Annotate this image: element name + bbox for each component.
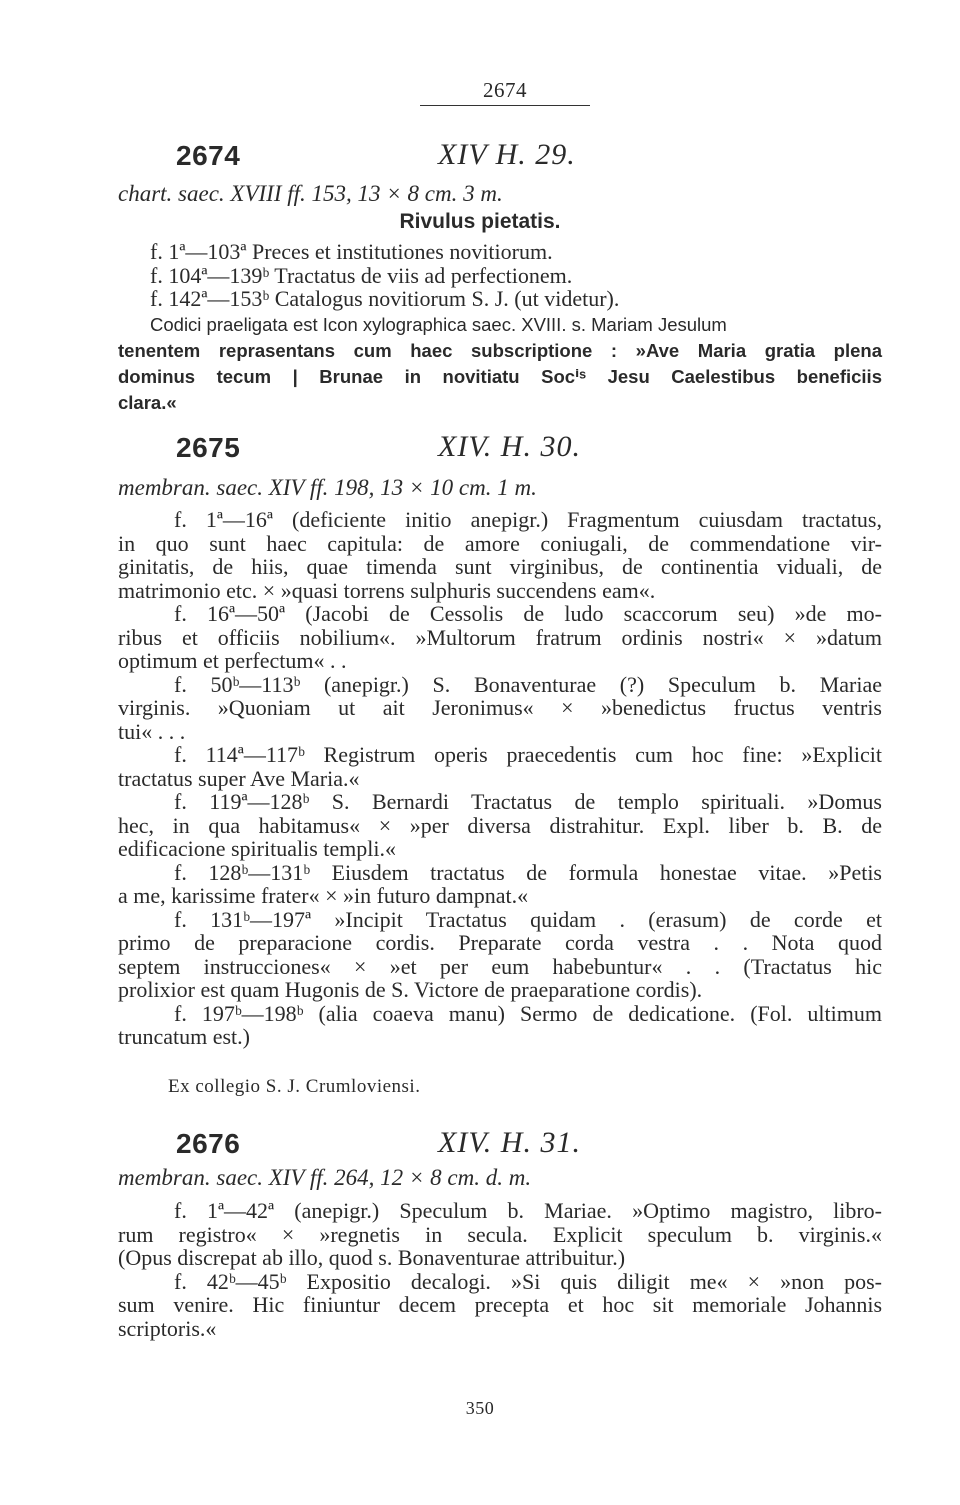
entry-number: 2675 (176, 432, 241, 463)
content-line: f. 131ᵇ—197ª »Incipit Tractatus quidam . (erasum) de corde et (174, 906, 882, 932)
content-line: truncatum est.) (118, 1024, 250, 1049)
entry-number: 2674 (176, 140, 241, 171)
content-line: ribus et officiis nobilium«. »Multorum fratrum ordinis nostri« × »datum (118, 624, 882, 650)
content-line: matrimonio etc. × »quasi torrens sulphuris succendens eam«. (118, 577, 656, 603)
content-line: f. 142ª—153ᵇ Catalogus novitiorum S. J. (ut videtur). (150, 286, 620, 311)
note-line: Codici praeligata est Icon xylographica saec. XVIII. s. Mariam Jesulum (150, 314, 727, 335)
note-line: clara.« (118, 392, 177, 413)
content-line: in quo sunt haec capitula: de amore coniugali, de commendatione vir- (118, 530, 882, 556)
content-line: rum registro« × »regnetis in secula. Explicit speculum b. virginis.« (118, 1221, 882, 1247)
content-line: f. 104ª—139ᵇ Tractatus de viis ad perfectionem. (150, 262, 573, 288)
content-line: prolixior est quam Hugonis de S. Victore de praeparatione cordis). (118, 977, 703, 1002)
content-line: primo de preparacione cordis. Preparate corda vestra . . Nota quod (118, 930, 882, 955)
entry-contents-2676 (118, 1199, 882, 1340)
entry-contents-2675 (118, 508, 882, 1049)
content-line: f. 1ª—42ª (anepigr.) Speculum b. Mariae. »Optimo magistro, libro- (174, 1198, 882, 1223)
entry-shelfmark: XIV. H. 30. (438, 430, 581, 463)
content-line: f. 197ᵇ—198ᵇ (alia coaeva manu) Sermo de dedicatione. (Fol. ultimum (174, 1000, 882, 1026)
note-line: dominus tecum | Brunae in novitiatu Socⁱˢ Jesu Caelestibus beneficiis (118, 366, 882, 387)
entry-description: membran. saec. XIV ff. 198, 13 × 10 cm. 1 m. (118, 475, 537, 500)
content-line: optimum et perfectum« . . (118, 648, 347, 673)
entry-description: membran. saec. XIV ff. 264, 12 × 8 cm. d. m. (118, 1165, 532, 1190)
content-line: f. 119ª—128ᵇ S. Bernardi Tractatus de templo spirituali. »Domus (174, 789, 882, 814)
content-line: f. 114ª—117ᵇ Registrum operis praecedentis cum hoc fine: »Explicit (174, 742, 882, 767)
entry-description: chart. saec. XVIII ff. 153, 13 × 8 cm. 3 m. (118, 181, 503, 206)
content-line: f. 16ª—50ª (Jacobi de Cessolis de ludo scaccorum seu) »de mo- (174, 601, 882, 626)
entry-header-2675 (176, 432, 876, 466)
content-line: f. 50ᵇ—113ᵇ (anepigr.) S. Bonaventurae (?) Speculum b. Mariae (174, 671, 882, 697)
content-line: scriptoris.« (118, 1315, 217, 1341)
running-head-rule (420, 105, 590, 106)
note-line: tenentem reprasentans cum haec subscriptione : »Ave Maria gratia plena (118, 340, 882, 361)
content-line: edificacione spiritualis templi.« (118, 836, 396, 861)
content-line: a me, karissime frater« × »in futuro dampnat.« (118, 883, 529, 908)
entry-header-2676 (176, 1128, 876, 1162)
content-line: tractatus super Ave Maria.« (118, 765, 360, 791)
content-line: ginitatis, de hiis, quae timenda sunt virginibus, de continentia viduali, de (118, 554, 882, 579)
entry-header-2674 (176, 140, 876, 174)
content-line: hec, in qua habitamus« × »per diversa distrahitur. Expl. liber b. B. de (118, 812, 882, 838)
entry-shelfmark: XIV H. 29. (438, 138, 576, 171)
entry-note-2674 (118, 312, 882, 416)
content-line: tui« . . . (118, 718, 186, 744)
content-line: sum venire. Hic finiuntur decem precepta et hoc sit memoriale Johannis (118, 1292, 882, 1317)
entry-number: 2676 (176, 1128, 241, 1159)
entry-title: Rivulus pietatis. (399, 210, 561, 233)
content-line: f. 42ᵇ—45ᵇ Expositio decalogi. »Si quis diligit me« × »non pos- (174, 1268, 882, 1294)
page-number: 350 (465, 1398, 495, 1418)
entry-shelfmark: XIV. H. 31. (438, 1126, 581, 1159)
entry-contents-2674 (118, 240, 882, 311)
content-line: septem instrucciones« × »et per eum habebuntur« . . (Tractatus hic (118, 953, 882, 979)
content-line: virginis. »Quoniam ut ait Jeronimus« × »benedictus fructus ventris (118, 695, 882, 720)
content-line: f. 1ª—16ª (deficiente initio anepigr.) Fragmentum cuiusdam tractatus, (174, 507, 882, 532)
content-line: f. 128ᵇ—131ᵇ Eiusdem tractatus de formula honestae vitae. »Petis (174, 859, 882, 885)
provenance-note: Ex collegio S. J. Crumloviensi. (168, 1076, 421, 1097)
content-line: (Opus discrepat ab illo, quod s. Bonaventurae attribuitur.) (118, 1245, 626, 1270)
running-head: 2674 (483, 78, 527, 102)
content-line: f. 1ª—103ª Preces et institutiones novitiorum. (150, 239, 553, 264)
